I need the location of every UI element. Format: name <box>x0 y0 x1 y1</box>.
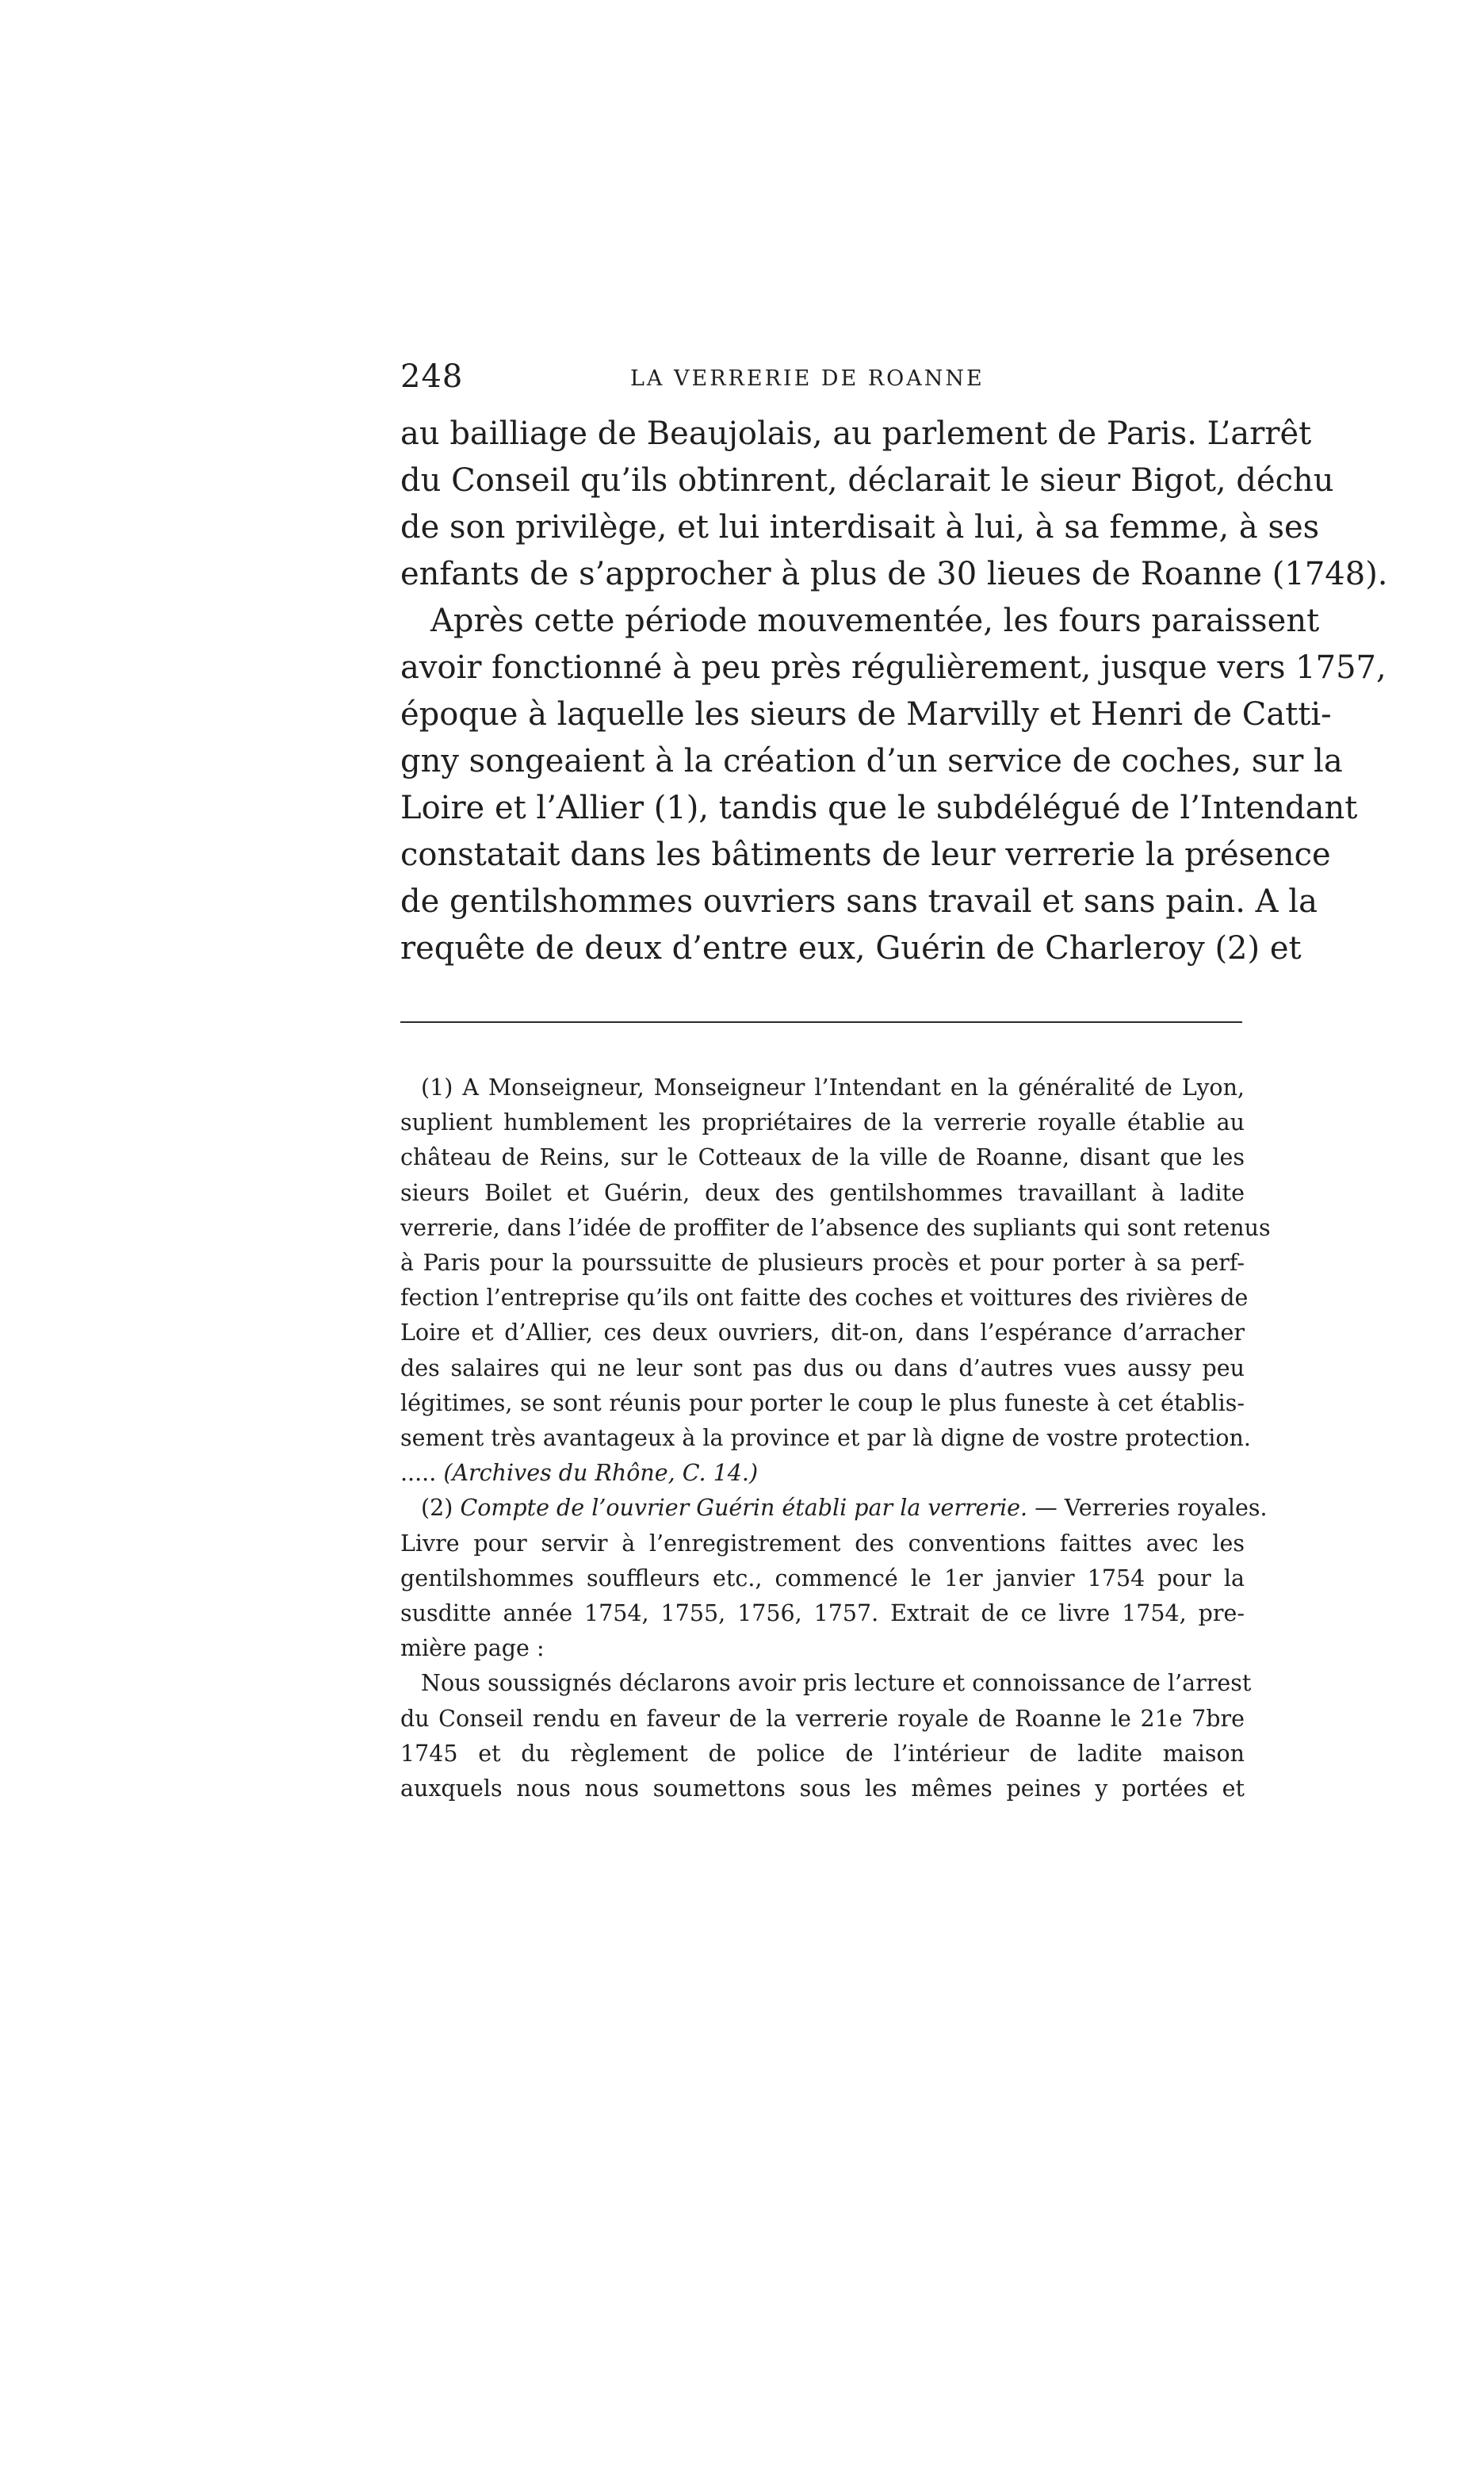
footnote-line: Livre pour servir à l’enregistrement des conventions faittes avec les <box>400 1530 1245 1557</box>
footnote-line: 1745 et du règlement de police de l’intérieur de ladite maison <box>400 1740 1245 1767</box>
footnote-line: fection l’entreprise qu’ils ont faitte des coches et voittures des rivières de <box>400 1285 1249 1312</box>
footnote-line: château de Reins, sur le Cotteaux de la ville de Roanne, disant que les <box>400 1144 1245 1171</box>
text-line: Après cette période mouvementée, les fours paraissent <box>430 603 1320 639</box>
footnote-line: des salaires qui ne leur sont pas dus ou dans d’autres vues aussy peu <box>400 1354 1245 1381</box>
text-line: époque à laquelle les sieurs de Marvilly et Henri de Catti- <box>400 696 1332 733</box>
footnote-line: susditte année 1754, 1755, 1756, 1757. Extrait de ce livre 1754, pre- <box>400 1600 1245 1627</box>
footnote-line-rest: — Verreries royales. <box>1035 1495 1268 1522</box>
running-head <box>400 358 1245 398</box>
footnote-line: (1) A Monseigneur, Monseigneur l’Intendant en la généralité de Lyon, <box>421 1074 1245 1101</box>
text-line: constatait dans les bâtiments de leur verrerie la présence <box>400 837 1331 873</box>
footnote-line: verrerie, dans l’idée de proffiter de l’absence des supliants qui sont retenus <box>400 1214 1271 1241</box>
running-title: LA VERRERIE DE ROANNE <box>630 366 985 391</box>
footnote-line: Loire et d’Allier, ces deux ouvriers, dit-on, dans l’espérance d’arracher <box>400 1319 1245 1346</box>
text-line: du Conseil qu’ils obtinrent, déclarait le sieur Bigot, déchu <box>400 462 1334 499</box>
footnote-line <box>400 1491 1268 1526</box>
footnote-line: Nous soussignés déclarons avoir pris lecture et connoissance de l’arrest <box>421 1670 1252 1697</box>
footnote-line: légitimes, se sont réunis pour porter le coup le plus funeste à cet établis- <box>400 1389 1245 1416</box>
footnote-source-line <box>400 1456 1245 1491</box>
text-line: de son privilège, et lui interdisait à lui, à sa femme, à ses <box>400 509 1320 546</box>
footnote-line: suplient humblement les propriétaires de la verrerie royalle établie au <box>400 1109 1245 1136</box>
text-line: Loire et l’Allier (1), tandis que le subdélégué de l’Intendant <box>400 790 1358 826</box>
archive-source: (Archives du Rhône, C. 14.) <box>443 1460 759 1487</box>
footnotes <box>400 1070 1271 1806</box>
footnote-line: mière page : <box>400 1635 545 1662</box>
footnote-1 <box>400 1070 1271 1491</box>
footnote-line: à Paris pour la pourssuitte de plusieurs procès et pour porter à sa perf- <box>400 1250 1245 1277</box>
text-line: requête de deux d’entre eux, Guérin de Charleroy (2) et <box>400 930 1302 967</box>
text-line: gny songeaient à la création d’un service de coches, sur la <box>400 743 1343 779</box>
footnote-number: (2) <box>421 1495 453 1522</box>
text-line: de gentilshommes ouvriers sans travail et sans pain. A la <box>400 883 1318 920</box>
main-text <box>400 411 1388 972</box>
text-line: enfants de s’approcher à plus de 30 lieues de Roanne (1748). <box>400 556 1388 592</box>
page-number: 248 <box>400 358 464 395</box>
footnote-line: sieurs Boilet et Guérin, deux des gentilshommes travaillant à ladite <box>400 1179 1245 1206</box>
ellipsis: ..... <box>400 1460 437 1487</box>
footnote-line: sement très avantageux à la province et par là digne de vostre protection. <box>400 1425 1251 1452</box>
footnote-line: gentilshommes souffleurs etc., commencé le 1er janvier 1754 pour la <box>400 1565 1245 1591</box>
footnote-rule <box>400 1021 1242 1023</box>
footnote-line: auxquels nous nous soumettons sous les mêmes peines y portées et <box>400 1775 1245 1802</box>
footnote-line: du Conseil rendu en faveur de la verrerie royale de Roanne le 21e 7bre <box>400 1705 1245 1732</box>
footnote-2 <box>400 1491 1268 1806</box>
text-line: avoir fonctionné à peu près régulièrement, jusque vers 1757, <box>400 649 1386 686</box>
footnote-italic-title: Compte de l’ouvrier Guérin établi par la verrerie. <box>460 1495 1028 1522</box>
text-line: au bailliage de Beaujolais, au parlement de Paris. L’arrêt <box>400 416 1312 452</box>
